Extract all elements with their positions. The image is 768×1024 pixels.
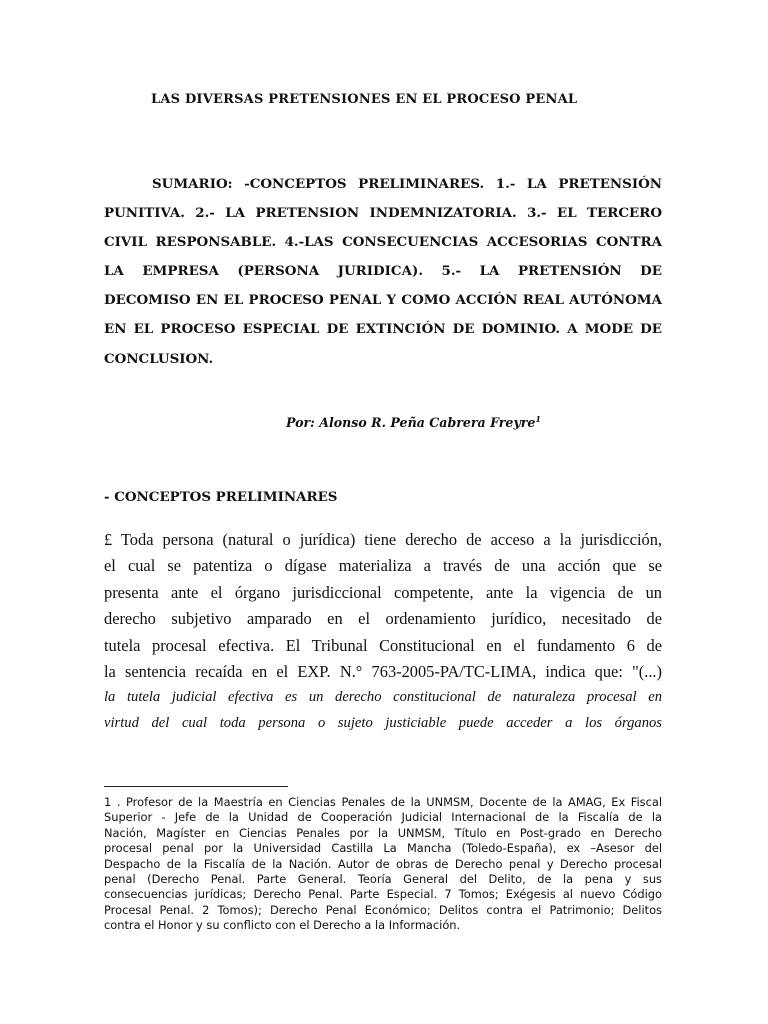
footnote-line: procesal penal por la Universidad Castilla La Mancha (Toledo-España), ex –Asesor del	[104, 841, 662, 856]
body-line: presenta ante el órgano jurisdiccional competente, ante la vigencia de un	[104, 582, 662, 602]
summary-line: CIVIL RESPONSABLE. 4.-LAS CONSECUENCIAS ACCESORIAS CONTRA	[104, 234, 662, 251]
footnote-line: Procesal Penal. 2 Tomos); Derecho Penal Económico; Delitos contra el Patrimonio; Delitos	[104, 902, 662, 917]
footnote-line: penal (Derecho Penal. Parte General. Teoría General del Delito, de la pena y sus	[104, 871, 662, 886]
footnote-line: 1 . Profesor de la Maestría en Ciencias Penales de la UNMSM, Docente de la AMAG, Ex Fiscal	[104, 795, 662, 809]
summary-line: SUMARIO: -CONCEPTOS PRELIMINARES. 1.- LA PRETENSIÓN	[152, 176, 662, 192]
footnote-separator	[104, 786, 288, 787]
summary-line: LA EMPRESA (PERSONA JURIDICA). 5.- LA PRETENSIÓN DE	[104, 263, 662, 280]
footnote-line: Nación, Magíster en Ciencias Penales por la UNMSM, Título en Post-grado en Derecho	[104, 825, 662, 840]
body-line: el cual se patentiza o dígase materializa a través de una acción que se	[104, 556, 662, 576]
body-line: tutela procesal efectiva. El Tribunal Constitucional en el fundamento 6 de	[104, 635, 662, 655]
footnote-line: Despacho de la Fiscalía de la Nación. Autor de obras de Derecho penal y Derecho procesal	[104, 856, 662, 871]
body-line: la sentencia recaída en el EXP. N.° 763-2005-PA/TC-LIMA, indica que: "(...)	[104, 661, 662, 681]
summary-line: PUNITIVA. 2.- LA PRETENSION INDEMNIZATORIA. 3.- EL TERCERO	[104, 205, 662, 222]
footnote-line: contra el Honor y su conflicto con el Derecho a la Información.	[104, 918, 461, 933]
footnote-reference[interactable]: 1	[535, 414, 541, 424]
summary-block	[104, 170, 662, 374]
footnote-block	[104, 795, 662, 934]
document-title: LAS DIVERSAS PRETENSIONES EN EL PROCESO PENAL	[151, 92, 578, 107]
footnote-line: consecuencias jurídicas; Derecho Penal. Parte Especial. 7 Tomos; Exégesis al nuevo Código	[104, 887, 662, 902]
quote-line: la tutela judicial efectiva es un derecho constitucional de naturaleza procesal en	[104, 689, 662, 706]
body-line: £ Toda persona (natural o jurídica) tiene derecho de acceso a la jurisdicción,	[104, 530, 662, 549]
summary-line: CONCLUSION.	[104, 350, 214, 367]
summary-line: EN EL PROCESO ESPECIAL DE EXTINCIÓN DE DOMINIO. A MODE DE	[104, 321, 662, 338]
summary-line: DECOMISO EN EL PROCESO PENAL Y COMO ACCIÓN REAL AUTÓNOMA	[104, 292, 662, 309]
footnote-line: Superior - Jefe de la Unidad de Cooperación Judicial Internacional de la Fiscalía de la	[104, 810, 662, 825]
author-name: Por: Alonso R. Peña Cabrera Freyre	[286, 415, 536, 430]
body-line: derecho subjetivo amparado en el ordenamiento jurídico, necesitado de	[104, 609, 662, 629]
author-line	[286, 414, 541, 430]
section-heading: - CONCEPTOS PRELIMINARES	[104, 489, 338, 505]
body-paragraph	[104, 527, 662, 736]
quote-line: virtud del cual toda persona o sujeto justiciable puede acceder a los órganos	[104, 714, 662, 731]
